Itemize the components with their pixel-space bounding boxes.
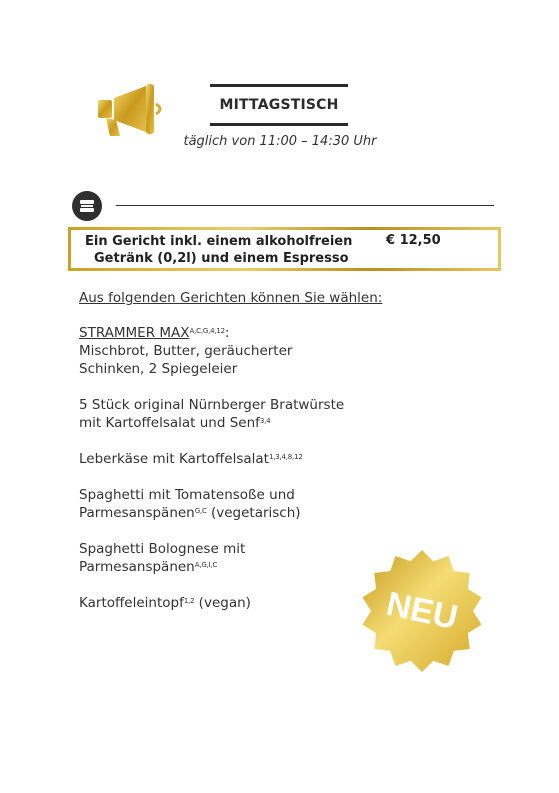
offer-line-1: Ein Gericht inkl. einem alkoholfreien — [85, 234, 353, 249]
dish-suffix: (vegetarisch) — [206, 505, 301, 521]
dish-icon — [72, 191, 102, 221]
dish-line: Kartoffeleintopf — [79, 595, 184, 611]
page-title: MITTAGSTISCH — [219, 97, 339, 113]
dish-item — [79, 594, 251, 612]
dish-item — [79, 324, 292, 378]
dish-line: Parmesanspänen — [79, 505, 195, 521]
title-rule-bottom — [210, 123, 348, 126]
allergen-codes: 3,4 — [259, 417, 271, 425]
allergen-codes: A,C,G,4,12 — [189, 327, 225, 335]
dish-line: Mischbrot, Butter, geräucherter — [79, 343, 293, 359]
megaphone-icon — [96, 82, 166, 140]
dish-colon: : — [224, 325, 230, 341]
new-badge-icon — [358, 548, 486, 674]
opening-hours: täglich von 11:00 – 14:30 Uhr — [183, 134, 377, 149]
dish-item — [79, 540, 245, 576]
dish-line: Schinken, 2 Spiegeleier — [79, 361, 238, 377]
title-rule-top — [210, 84, 348, 87]
allergen-codes: G,C — [194, 507, 207, 515]
offer-line-2: Getränk (0,2l) und einem Espresso — [94, 251, 349, 266]
dish-item — [79, 396, 344, 432]
dish-item — [79, 486, 301, 522]
allergen-codes: A,G,I,C — [194, 561, 218, 569]
dish-line: Parmesanspänen — [79, 559, 195, 575]
dish-suffix: (vegan) — [194, 595, 251, 611]
dish-name: STRAMMER MAX — [79, 325, 190, 341]
offer-price: € 12,50 — [386, 233, 441, 248]
dish-line: Spaghetti Bolognese mit — [79, 541, 246, 557]
new-badge-text: NEU — [382, 584, 462, 638]
dish-item — [79, 450, 303, 468]
dish-line: Leberkäse mit Kartoffelsalat — [79, 451, 269, 467]
dish-line: 5 Stück original Nürnberger Bratwürste — [79, 397, 345, 413]
allergen-codes: 1,3,4,8,12 — [268, 453, 303, 461]
dish-line: Spaghetti mit Tomatensoße und — [79, 487, 295, 503]
dish-intro: Aus folgenden Gerichten können Sie wählen: — [79, 290, 383, 306]
offer-description — [85, 233, 352, 267]
allergen-codes: 1,2 — [183, 597, 195, 605]
offer-box — [68, 227, 501, 271]
dish-line: mit Kartoffelsalat und Senf — [79, 415, 260, 431]
section-divider — [116, 205, 494, 206]
